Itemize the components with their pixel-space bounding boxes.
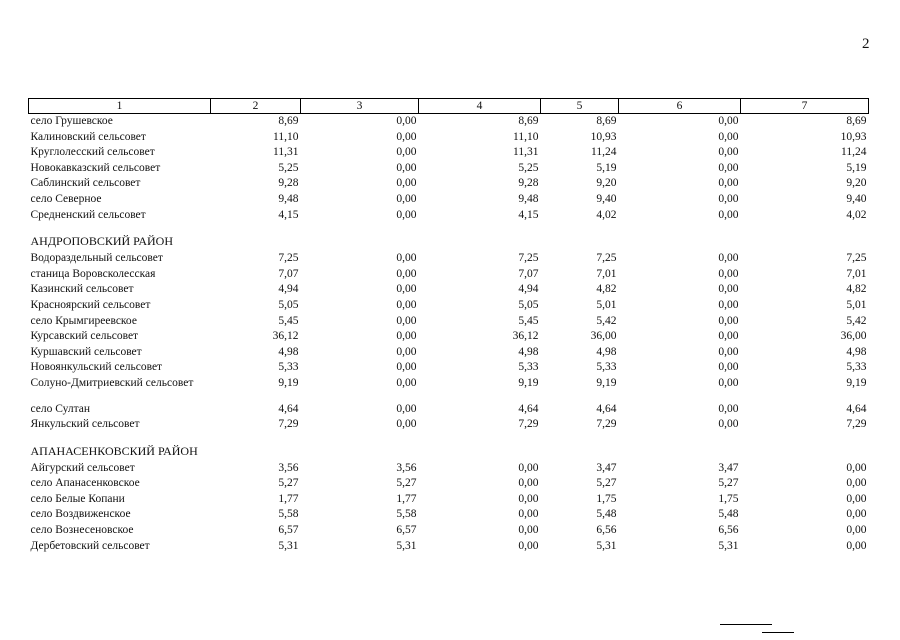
value-cell-col-3: 0,00 [396,252,417,265]
value-cell-col-7: 36,00 [840,330,867,343]
value-cell-col-4: 4,98 [518,345,539,358]
value-cell-col-4: 7,07 [518,267,539,280]
settlement-name-cell: Солуно-Дмитриевский сельсовет [30,376,194,389]
district-heading: АПАНАСЕНКОВСКИЙ РАЙОН [30,443,198,458]
value-cell-col-2: 5,25 [278,161,299,174]
value-cell-col-6: 5,27 [718,477,739,490]
value-cell-col-6: 0,00 [718,345,739,358]
signature-line [720,624,772,625]
value-cell-col-6: 6,56 [718,524,739,537]
value-cell-col-6: 0,00 [718,252,739,265]
value-cell-col-3: 0,00 [396,115,417,127]
value-cell-col-6: 0,00 [718,376,739,389]
value-cell-col-6: 0,00 [718,283,739,296]
value-cell-col-7: 7,29 [846,418,867,431]
value-cell-col-4: 4,94 [518,283,539,296]
value-cell-col-7: 5,19 [846,161,867,174]
table-body [29,114,869,555]
value-cell-col-4: 7,25 [518,252,539,265]
table-row [29,130,869,146]
value-cell-col-5: 7,29 [596,418,617,431]
value-cell-col-4: 0,00 [518,461,539,474]
table-row [29,402,869,418]
spacer-cell [29,392,869,402]
settlement-name-cell: Саблинский сельсовет [30,177,141,190]
value-cell-col-5: 3,47 [596,461,617,474]
table-row [29,461,869,477]
value-cell-col-5: 10,93 [590,130,617,143]
value-cell-col-5: 5,19 [596,161,617,174]
settlement-name-cell: село Вознесеновское [30,524,134,537]
value-cell-col-6: 0,00 [718,115,739,127]
table-row [29,507,869,523]
settlement-name-cell: Куршавский сельсовет [30,345,142,358]
value-cell-col-7: 5,01 [846,298,867,311]
value-cell-col-4: 9,48 [518,192,539,205]
value-cell-col-5: 4,02 [596,208,617,221]
table-row [29,145,869,161]
value-cell-col-4: 7,29 [518,418,539,431]
value-cell-col-2: 7,07 [278,267,299,280]
value-cell-col-7: 4,02 [846,208,867,221]
value-cell-col-4: 11,10 [513,130,539,143]
value-cell-col-4: 36,12 [512,330,539,343]
value-cell-col-3: 0,00 [396,267,417,280]
value-cell-col-3: 5,58 [396,508,417,521]
value-cell-col-7: 11,24 [841,146,867,159]
column-number-header [29,99,869,114]
value-cell-col-2: 4,94 [278,283,299,296]
value-cell-col-3: 0,00 [396,330,417,343]
value-cell-col-4: 4,15 [518,208,539,221]
value-cell-col-4: 0,00 [518,492,539,505]
value-cell-col-2: 9,48 [278,192,299,205]
value-cell-col-4: 0,00 [518,508,539,521]
value-cell-col-3: 0,00 [396,361,417,374]
table-row [29,345,869,361]
value-cell-col-7: 9,19 [846,376,867,389]
settlement-name-cell: Калиновский сельсовет [30,130,146,143]
page-number: 2 [862,36,870,52]
value-cell-col-7: 4,64 [846,402,867,415]
value-cell-col-2: 4,64 [278,402,299,415]
table-row [29,176,869,192]
column-header: 5 [541,99,619,114]
value-cell-col-2: 6,57 [278,524,299,537]
table-row [29,208,869,224]
value-cell-col-7: 4,98 [846,345,867,358]
table-row [29,539,869,555]
table-row [29,282,869,298]
value-cell-col-3: 0,00 [396,314,417,327]
district-heading-row [29,223,869,251]
district-heading: АНДРОПОВСКИЙ РАЙОН [30,234,173,249]
settlement-name-cell: Круглолесский сельсовет [30,146,155,159]
value-cell-col-4: 5,33 [518,361,539,374]
settlement-name-cell: Новокавказский сельсовет [30,161,161,174]
value-cell-col-5: 6,56 [596,524,617,537]
settlement-name-cell: село Воздвиженское [30,508,131,521]
settlement-name-cell: Янкульский сельсовет [30,418,140,431]
value-cell-col-7: 0,00 [846,461,867,474]
value-cell-col-7: 5,42 [846,314,867,327]
column-header: 2 [211,99,301,114]
value-cell-col-2: 1,77 [278,492,299,505]
value-cell-col-7: 10,93 [840,130,867,143]
value-cell-col-5: 8,69 [596,115,617,127]
value-cell-col-3: 0,00 [396,146,417,159]
value-cell-col-4: 0,00 [518,539,539,552]
value-cell-col-3: 0,00 [396,283,417,296]
settlement-name-cell: Новоянкульский сельсовет [30,361,163,374]
value-cell-col-6: 0,00 [718,298,739,311]
value-cell-col-7: 0,00 [846,524,867,537]
value-cell-col-5: 9,40 [596,192,617,205]
value-cell-col-2: 9,19 [278,376,299,389]
value-cell-col-3: 0,00 [396,130,417,143]
value-cell-col-3: 6,57 [396,524,417,537]
value-cell-col-2: 36,12 [272,330,299,343]
column-header: 4 [419,99,541,114]
settlement-name-cell: Водораздельный сельсовет [30,252,163,265]
value-cell-col-2: 7,25 [278,252,299,265]
value-cell-col-3: 0,00 [396,161,417,174]
value-cell-col-6: 0,00 [718,267,739,280]
value-cell-col-5: 4,98 [596,345,617,358]
settlement-name-cell: село Султан [30,402,91,415]
value-cell-col-7: 9,40 [846,192,867,205]
value-cell-col-2: 5,05 [278,298,299,311]
settlement-name-cell: село Крымгиреевское [30,314,137,327]
value-cell-col-3: 0,00 [396,345,417,358]
value-cell-col-7: 0,00 [846,492,867,505]
value-cell-col-7: 7,01 [846,267,867,280]
value-cell-col-6: 0,00 [718,130,739,143]
settlement-name-cell: Красноярский сельсовет [30,298,151,311]
value-cell-col-3: 3,56 [396,461,417,474]
table-row [29,192,869,208]
value-cell-col-2: 4,98 [278,345,299,358]
value-cell-col-4: 5,45 [518,314,539,327]
value-cell-col-7: 7,25 [846,252,867,265]
value-cell-col-3: 5,31 [396,539,417,552]
settlement-name-cell: Средненский сельсовет [30,208,146,221]
table-row [29,314,869,330]
value-cell-col-5: 11,24 [591,146,617,159]
value-cell-col-4: 5,05 [518,298,539,311]
value-cell-col-5: 5,33 [596,361,617,374]
value-cell-col-6: 0,00 [718,161,739,174]
value-cell-col-2: 5,45 [278,314,299,327]
value-cell-col-2: 7,29 [278,418,299,431]
value-cell-col-2: 5,58 [278,508,299,521]
value-cell-col-3: 0,00 [396,177,417,190]
value-cell-col-6: 0,00 [718,314,739,327]
value-cell-col-6: 0,00 [718,330,739,343]
signature-line [762,632,794,633]
value-cell-col-2: 3,56 [278,461,299,474]
spacer-row [29,392,869,402]
allocation-table [28,98,869,554]
value-cell-col-4: 11,31 [513,146,539,159]
value-cell-col-7: 4,82 [846,283,867,296]
settlement-name-cell: Дербетовский сельсовет [30,539,150,552]
value-cell-col-6: 0,00 [718,418,739,431]
value-cell-col-4: 0,00 [518,524,539,537]
value-cell-col-5: 4,82 [596,283,617,296]
table-row [29,298,869,314]
settlement-name-cell: Курсавский сельсовет [30,330,139,343]
column-header: 7 [741,99,869,114]
value-cell-col-3: 0,00 [396,418,417,431]
value-cell-col-5: 36,00 [590,330,617,343]
value-cell-col-4: 0,00 [518,477,539,490]
value-cell-col-5: 5,01 [596,298,617,311]
settlement-name-cell: село Апанасенковское [30,477,140,490]
value-cell-col-5: 7,01 [596,267,617,280]
value-cell-col-6: 1,75 [718,492,739,505]
value-cell-col-4: 5,25 [518,161,539,174]
value-cell-col-5: 5,27 [596,477,617,490]
value-cell-col-3: 5,27 [396,477,417,490]
value-cell-col-3: 0,00 [396,208,417,221]
value-cell-col-3: 0,00 [396,192,417,205]
district-heading-row [29,433,869,461]
value-cell-col-5: 9,20 [596,177,617,190]
value-cell-col-6: 0,00 [718,146,739,159]
column-header: 1 [29,99,211,114]
value-cell-col-7: 0,00 [846,508,867,521]
value-cell-col-2: 8,69 [278,115,299,127]
value-cell-col-6: 0,00 [718,361,739,374]
table-row [29,476,869,492]
value-cell-col-3: 1,77 [396,492,417,505]
table-row [29,329,869,345]
value-cell-col-7: 0,00 [846,539,867,552]
column-header: 6 [619,99,741,114]
value-cell-col-7: 8,69 [846,115,867,127]
table-row [29,267,869,283]
value-cell-col-6: 5,31 [718,539,739,552]
value-cell-col-7: 0,00 [846,477,867,490]
table-row [29,417,869,433]
value-cell-col-3: 0,00 [396,402,417,415]
value-cell-col-2: 11,10 [273,130,299,143]
table-row [29,523,869,539]
value-cell-col-5: 1,75 [596,492,617,505]
column-header: 3 [301,99,419,114]
value-cell-col-5: 9,19 [596,376,617,389]
value-cell-col-6: 0,00 [718,192,739,205]
settlement-name-cell: село Белые Копани [30,492,125,505]
settlement-name-cell: станица Воровсколесская [30,267,156,280]
value-cell-col-5: 7,25 [596,252,617,265]
value-cell-col-2: 5,27 [278,477,299,490]
value-cell-col-5: 4,64 [596,402,617,415]
table-row [29,360,869,376]
value-cell-col-6: 5,48 [718,508,739,521]
settlement-name-cell: село Грушевское [30,115,113,127]
value-cell-col-2: 9,28 [278,177,299,190]
value-cell-col-2: 4,15 [278,208,299,221]
value-cell-col-2: 11,31 [273,146,299,159]
value-cell-col-5: 5,48 [596,508,617,521]
table-row [29,161,869,177]
table-row [29,114,869,130]
settlement-name-cell: село Северное [30,192,102,205]
table-row [29,492,869,508]
value-cell-col-4: 9,19 [518,376,539,389]
value-cell-col-3: 0,00 [396,298,417,311]
value-cell-col-7: 9,20 [846,177,867,190]
value-cell-col-7: 5,33 [846,361,867,374]
value-cell-col-6: 0,00 [718,208,739,221]
value-cell-col-2: 5,31 [278,539,299,552]
value-cell-col-3: 0,00 [396,376,417,389]
value-cell-col-5: 5,42 [596,314,617,327]
value-cell-col-4: 4,64 [518,402,539,415]
settlement-name-cell: Казинский сельсовет [30,283,134,296]
value-cell-col-6: 3,47 [718,461,739,474]
value-cell-col-2: 5,33 [278,361,299,374]
table-row [29,376,869,392]
value-cell-col-6: 0,00 [718,177,739,190]
settlement-name-cell: Айгурский сельсовет [30,461,135,474]
value-cell-col-5: 5,31 [596,539,617,552]
table-row [29,251,869,267]
value-cell-col-6: 0,00 [718,402,739,415]
value-cell-col-4: 9,28 [518,177,539,190]
value-cell-col-4: 8,69 [518,115,539,127]
